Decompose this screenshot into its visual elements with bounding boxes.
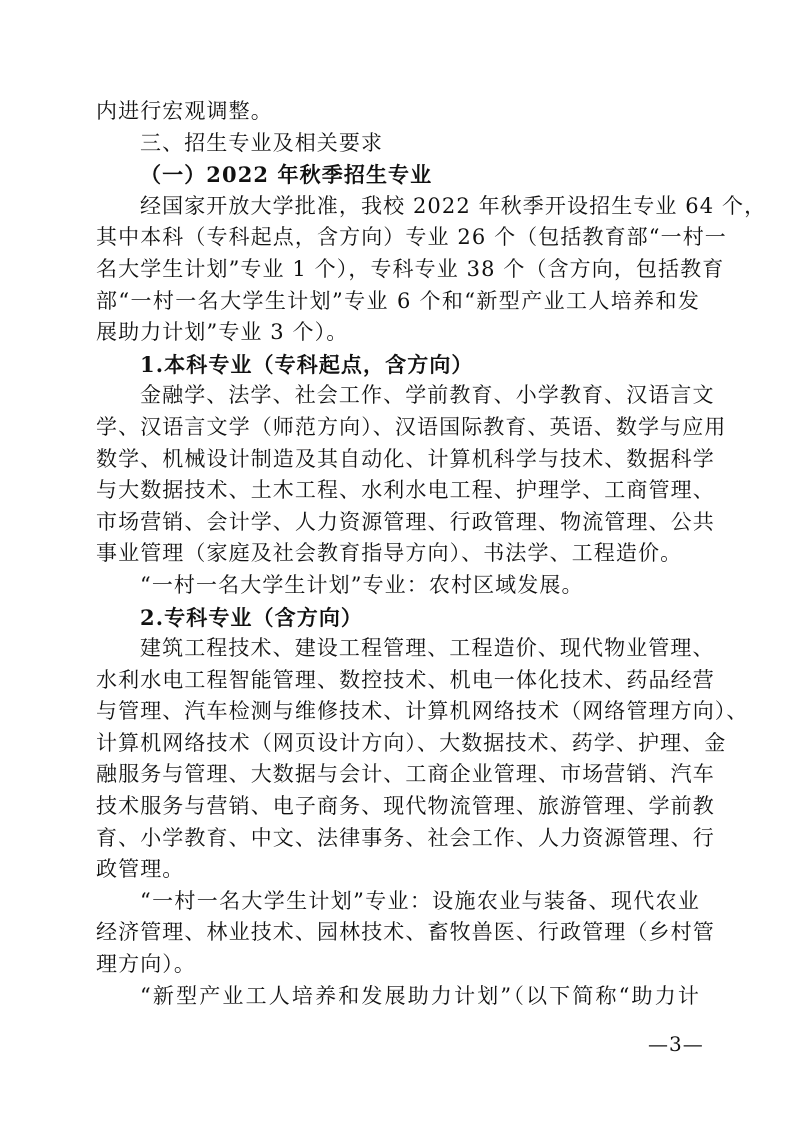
paragraph-line: “一村一名大学生计划”专业：农村区域发展。 bbox=[140, 572, 584, 597]
paragraph-line: 市场营销、会计学、人力资源管理、行政管理、物流管理、公共 bbox=[96, 509, 715, 534]
page-number: —3— bbox=[648, 1032, 704, 1056]
paragraph-line: 与管理、汽车检测与维修技术、计算机网络技术（网络管理方向）、 bbox=[96, 699, 749, 724]
paragraph-line: 与大数据技术、土木工程、水利水电工程、护理学、工商管理、 bbox=[96, 478, 715, 503]
paragraph-line: 数学、机械设计制造及其自动化、计算机科学与技术、数据科学 bbox=[96, 446, 715, 471]
paragraph-line: 学、汉语言文学（师范方向）、汉语国际教育、英语、数学与应用 bbox=[96, 414, 727, 439]
paragraph-line: 部“一村一名大学生计划”专业 6 个和“新型产业工人培养和发 bbox=[96, 288, 700, 313]
paragraph-line: 建筑工程技术、建设工程管理、工程造价、现代物业管理、 bbox=[140, 636, 715, 661]
paragraph-line: “新型产业工人培养和发展助力计划”（以下简称“助力计 bbox=[140, 983, 700, 1008]
paragraph-line: 展助力计划”专业 3 个）。 bbox=[96, 320, 349, 345]
paragraph-line: 计算机网络技术（网页设计方向）、大数据技术、药学、护理、金 bbox=[96, 730, 727, 755]
paragraph-line: 内进行宏观调整。 bbox=[96, 99, 273, 123]
paragraph-line: 经国家开放大学批准，我校 2022 年秋季开设招生专业 64 个， bbox=[140, 193, 767, 218]
section-heading: 三、招生专业及相关要求 bbox=[140, 130, 384, 155]
paragraph-line: 政管理。 bbox=[96, 857, 185, 882]
paragraph-line: 育、小学教育、中文、法律事务、社会工作、人力资源管理、行 bbox=[96, 825, 715, 850]
paragraph-line: 其中本科（专科起点，含方向）专业 26 个（包括教育部“一村一 bbox=[96, 225, 727, 250]
junior-college-heading: 2.专科专业（含方向） bbox=[140, 604, 364, 630]
paragraph-line: 理方向）。 bbox=[96, 952, 196, 977]
paragraph-line: 事业管理（家庭及社会教育指导方向）、书法学、工程造价。 bbox=[96, 541, 683, 566]
paragraph-line: 融服务与管理、大数据与会计、工商企业管理、市场营销、汽车 bbox=[96, 762, 715, 787]
undergraduate-heading: 1.本科专业（专科起点，含方向） bbox=[140, 351, 474, 377]
subsection-heading: （一）2022 年秋季招生专业 bbox=[140, 162, 433, 188]
document-body bbox=[96, 96, 767, 1012]
paragraph-line: “一村一名大学生计划”专业：设施农业与装备、现代农业 bbox=[140, 888, 700, 913]
paragraph-line: 水利水电工程智能管理、数控技术、机电一体化技术、药品经营 bbox=[96, 667, 715, 692]
paragraph-line: 经济管理、林业技术、园林技术、畜牧兽医、行政管理（乡村管 bbox=[96, 920, 715, 945]
paragraph-line: 金融学、法学、社会工作、学前教育、小学教育、汉语言文 bbox=[140, 383, 715, 408]
paragraph-line: 技术服务与营销、电子商务、现代物流管理、旅游管理、学前教 bbox=[96, 794, 715, 819]
paragraph-line: 名大学生计划”专业 1 个），专科专业 38 个（含方向，包括教育 bbox=[96, 256, 725, 281]
